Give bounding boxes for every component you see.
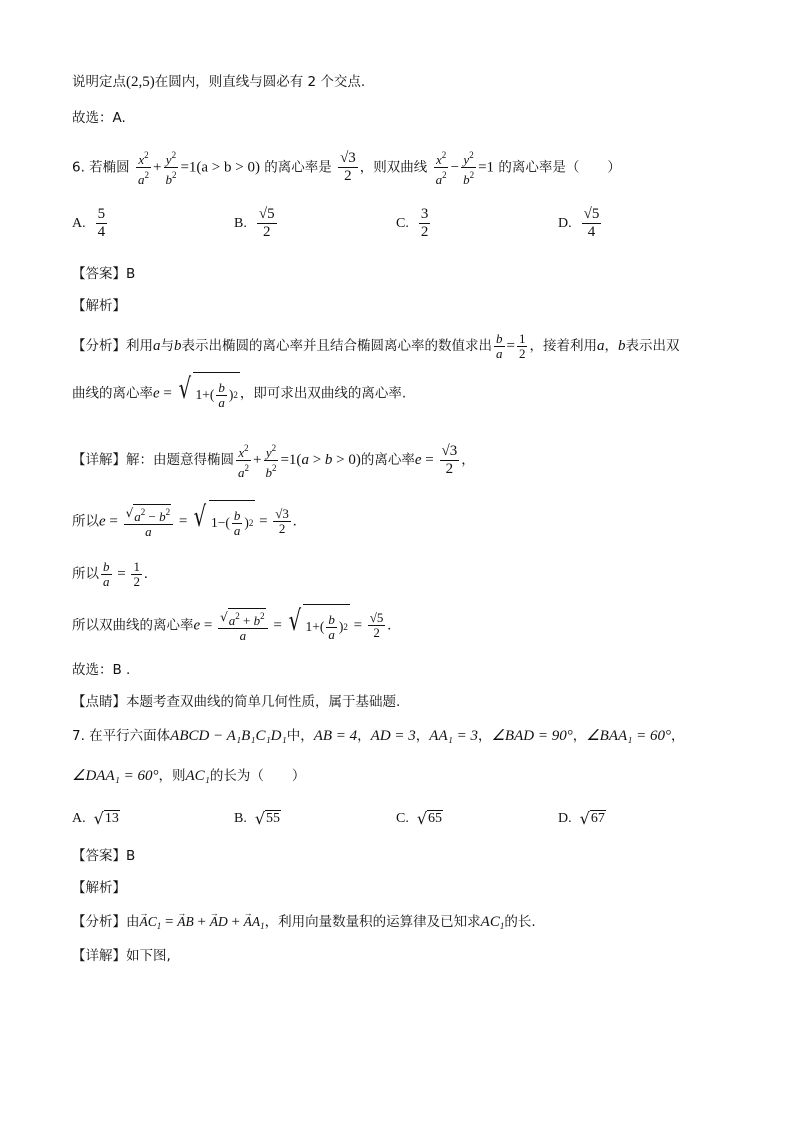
frac-y2-b2-hyp: $\frac{y^2}{b^2}$	[463, 150, 475, 187]
ellipse-eq-tail: =1(a > b > 0)	[180, 159, 260, 176]
comment-6: 【点睛】本题考查双曲线的简单几何性质，属于基础题.	[72, 694, 401, 710]
frac-x2-a2-hyp: $\frac{x^2}{a^2}$	[435, 150, 447, 187]
analysis-7-line: 【分析】由→ $AC_1$ = → AB + → AD + → $AA_1$，利用向量数量积的运算律及已知求$AC_1$的长.	[72, 912, 536, 936]
frac-x2-a2: $\frac{x^2}{a^2}$	[137, 150, 149, 187]
question-7-line1: 7. 在平行六面体ABCD − A₁B₁C₁D₁中，AB = 4，AD = 3，AA₁ = 3，∠BAD = 90°，∠BAA₁ = 60°，	[72, 728, 685, 744]
answer-6: 【答案】B	[72, 266, 136, 282]
so-line-2: 所以 $\frac{b}{a}$ = $\frac{1}{2}$ .	[72, 558, 148, 589]
analysis-6-line2: 曲线的离心率e = √ 1+( $\frac{b}{a}$ ) 2 ，即可求出双曲线的离心率.	[72, 372, 406, 415]
analysis-7-heading: 【解析】	[72, 880, 126, 896]
question-7-line2: ∠DAA₁ = 60°，则AC₁的长为（ ）	[72, 768, 306, 784]
line1-pre: 说明定点	[72, 74, 126, 90]
q6-end: 的离心率是（	[498, 159, 580, 176]
frac-y2-b2: $\frac{y^2}{b^2}$	[165, 150, 177, 187]
frac-sqrt3-2: $\frac{√3}{2}$	[340, 150, 356, 184]
so-line-3: 所以双曲线的离心率e = √ $a^2 + b^2$ a = √ 1+( $\frac{b}{a}$ ) 2 = $\frac{√5}{2}$ .	[72, 604, 391, 647]
choice-line: 故选：A.	[72, 110, 126, 126]
q7-option-b: B. √ 55	[234, 809, 281, 828]
so-line-1: 所以e = √ $a^2 - b^2$ a = √ 1−( $\frac{b}{a}$ ) 2 = $\frac{√3}{2}$ .	[72, 500, 297, 543]
q7-option-d: D. √ 67	[558, 809, 605, 828]
line1-post: 在圆内，则直线与圆必有 2 个交点.	[154, 74, 366, 90]
hyperbola-eq-tail: =1	[478, 159, 495, 176]
question-6: 6. 若椭圆 $\frac{x^2}{a^2}$ + $\frac{y^2}{b^2}$ =1(a > b > 0) 的离心率是 $\frac{√3}{2}$ ，则双曲线 $\frac{x^2}{a^2}$ − $\frac{y^2}{b^2}$ =1 的离心率是（ ）	[72, 150, 621, 187]
q6-option-d: D. $\frac{√5}{4}$	[558, 206, 600, 240]
fixed-point: (2,5)	[126, 74, 155, 90]
choose-6: 故选：B .	[72, 662, 131, 678]
q6-mid2: ，则双曲线	[359, 159, 428, 176]
text-line-conclusion	[72, 72, 365, 92]
q6-mid: 的离心率是	[264, 159, 332, 176]
detail-6-line1: 【详解】解：由题意得椭圆 $\frac{x^2}{a^2}$ + $\frac{y^2}{b^2}$ =1(a > b > 0)的离心率e = $\frac{√3}{2}$ ，	[72, 442, 475, 480]
q6-option-b: B. $\frac{√5}{2}$	[234, 206, 275, 240]
detail-7: 【详解】如下图,	[72, 948, 171, 964]
analysis-6-line1: 【分析】利用a与b表示出椭圆的离心率并且结合椭圆离心率的数值求出 $\frac{b}{a}$ = $\frac{1}{2}$ ，接着利用a，b表示出双	[72, 330, 680, 361]
q6-close: ）	[607, 159, 621, 176]
q6-option-c: C. $\frac{3}{2}$	[396, 206, 429, 240]
analysis-6-heading: 【解析】	[72, 298, 126, 314]
q6-number: 6. 若椭圆	[72, 159, 130, 176]
q6-option-a: A. $\frac{5}{4}$	[72, 206, 106, 240]
q7-option-a: A. √ 13	[72, 809, 119, 828]
answer-7: 【答案】B	[72, 848, 136, 864]
q7-option-c: C. √ 65	[396, 809, 443, 828]
